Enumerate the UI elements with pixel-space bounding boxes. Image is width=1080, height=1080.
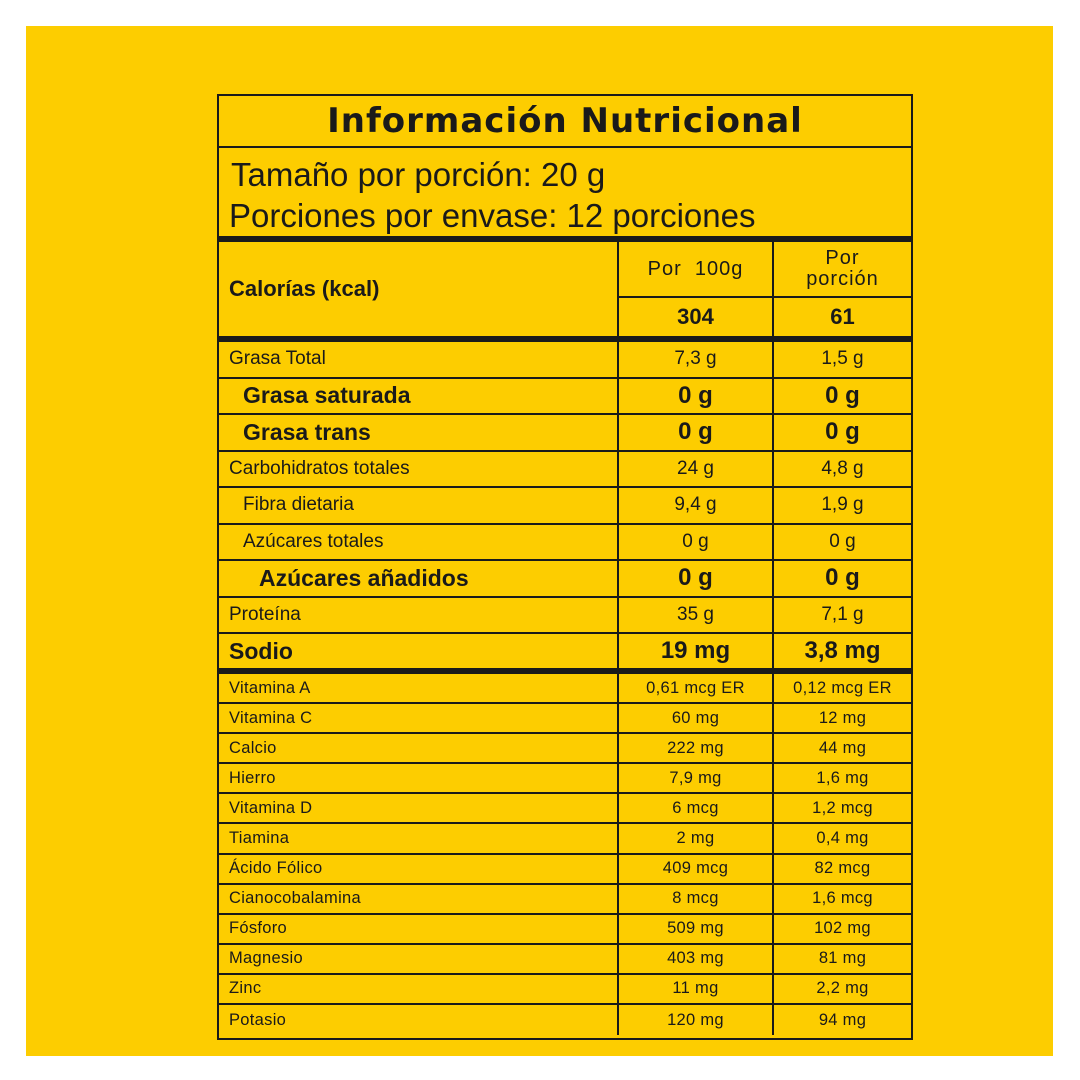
- vitamin-name: Calcio: [219, 734, 619, 762]
- nutrient-per-100g: 0 g: [619, 415, 774, 450]
- nutrient-name: Azúcares añadidos: [219, 561, 619, 596]
- nutrient-name: Grasa saturada: [219, 379, 619, 414]
- vitamin-per-100g: 6 mcg: [619, 794, 774, 822]
- per-100g-column: [619, 242, 774, 336]
- vitamin-per-100g: 11 mg: [619, 975, 774, 1003]
- nutrient-row: [219, 634, 911, 674]
- calories-per-100g: 304: [677, 304, 714, 329]
- nutrient-name: Fibra dietaria: [219, 488, 619, 523]
- vitamin-row: [219, 734, 911, 764]
- nutrient-row: [219, 561, 911, 598]
- background-panel: [26, 26, 1053, 1056]
- vitamin-row: [219, 915, 911, 945]
- vitamin-per-serving: 0,12 mcg ER: [793, 678, 892, 697]
- nutrient-per-serving: 4,8 g: [821, 457, 864, 479]
- nutrients-section: [219, 342, 911, 674]
- vitamin-name: Vitamina A: [219, 674, 619, 702]
- nutrient-name: Carbohidratos totales: [219, 452, 619, 487]
- nutrient-per-100g: 0 g: [619, 561, 774, 596]
- table-title: Información Nutricional: [219, 96, 911, 148]
- vitamin-per-100g: 8 mcg: [619, 885, 774, 913]
- per-100g-header: Por 100g: [619, 242, 772, 298]
- nutrient-per-serving: 0 g: [825, 381, 860, 409]
- vitamin-row: [219, 945, 911, 975]
- nutrient-per-100g: 9,4 g: [619, 488, 774, 523]
- nutrition-facts-table: [217, 94, 913, 1040]
- nutrient-row: [219, 342, 911, 379]
- vitamin-per-serving: 1,6 mg: [816, 768, 869, 787]
- vitamin-name: Cianocobalamina: [219, 885, 619, 913]
- serving-info: [219, 148, 911, 242]
- vitamin-row: [219, 764, 911, 794]
- nutrient-row: [219, 379, 911, 416]
- vitamin-per-serving: 94 mg: [818, 1010, 867, 1029]
- vitamin-name: Hierro: [219, 764, 619, 792]
- nutrient-per-100g: 0 g: [619, 525, 774, 560]
- vitamin-per-serving: 1,6 mcg: [812, 889, 873, 908]
- nutrient-row: [219, 598, 911, 635]
- nutrient-per-serving: 1,5 g: [821, 348, 864, 370]
- vitamin-per-serving: 82 mcg: [814, 859, 871, 878]
- vitamin-name: Zinc: [219, 975, 619, 1003]
- nutrient-per-100g: 0 g: [619, 379, 774, 414]
- vitamin-row: [219, 1005, 911, 1035]
- vitamin-per-serving: 2,2 mg: [816, 979, 869, 998]
- vitamin-per-serving: 44 mg: [818, 738, 867, 757]
- vitamin-row: [219, 704, 911, 734]
- nutrient-per-100g: 19 mg: [619, 634, 774, 668]
- per-serving-header-line2: porción: [806, 268, 879, 290]
- vitamin-name: Fósforo: [219, 915, 619, 943]
- serving-size: Tamaño por porción: 20 g: [231, 156, 606, 193]
- nutrient-name: Grasa trans: [219, 415, 619, 450]
- nutrient-name: Grasa Total: [219, 342, 619, 377]
- servings-per-container: Porciones por envase: 12 porciones: [229, 197, 756, 234]
- nutrient-per-100g: 24 g: [619, 452, 774, 487]
- nutrient-row: [219, 415, 911, 452]
- vitamin-row: [219, 855, 911, 885]
- vitamin-per-100g: 403 mg: [619, 945, 774, 973]
- vitamin-name: Vitamina D: [219, 794, 619, 822]
- calories-row: [219, 242, 911, 342]
- vitamin-row: [219, 794, 911, 824]
- vitamin-per-100g: 409 mcg: [619, 855, 774, 883]
- nutrient-row: [219, 452, 911, 489]
- vitamin-per-serving: 81 mg: [818, 949, 867, 968]
- nutrient-per-serving: 0 g: [829, 530, 856, 552]
- vitamin-row: [219, 674, 911, 704]
- calories-label: Calorías (kcal): [219, 242, 619, 336]
- vitamin-name: Ácido Fólico: [219, 855, 619, 883]
- nutrient-name: Sodio: [219, 634, 619, 668]
- per-serving-column: [774, 242, 911, 336]
- vitamin-per-serving: 0,4 mg: [816, 829, 869, 848]
- vitamin-name: Tiamina: [219, 824, 619, 852]
- vitamins-section: [219, 674, 911, 1035]
- vitamin-name: Potasio: [219, 1005, 619, 1035]
- vitamin-per-serving: 12 mg: [818, 708, 867, 727]
- vitamin-per-100g: 509 mg: [619, 915, 774, 943]
- vitamin-per-100g: 7,9 mg: [619, 764, 774, 792]
- nutrient-per-serving: 0 g: [825, 418, 860, 446]
- per-serving-header: [774, 242, 911, 298]
- nutrient-row: [219, 488, 911, 525]
- nutrient-per-serving: 3,8 mg: [804, 637, 881, 664]
- vitamin-per-100g: 60 mg: [619, 704, 774, 732]
- nutrient-per-100g: 7,3 g: [619, 342, 774, 377]
- vitamin-row: [219, 824, 911, 854]
- vitamin-per-100g: 0,61 mcg ER: [619, 674, 774, 702]
- nutrient-row: [219, 525, 911, 562]
- vitamin-per-100g: 120 mg: [619, 1005, 774, 1035]
- vitamin-name: Magnesio: [219, 945, 619, 973]
- nutrient-name: Proteína: [219, 598, 619, 633]
- nutrient-per-serving: 1,9 g: [821, 494, 864, 516]
- vitamin-name: Vitamina C: [219, 704, 619, 732]
- nutrient-per-100g: 35 g: [619, 598, 774, 633]
- vitamin-per-serving: 1,2 mcg: [812, 798, 873, 817]
- nutrient-per-serving: 0 g: [825, 564, 860, 592]
- vitamin-per-100g: 2 mg: [619, 824, 774, 852]
- vitamin-row: [219, 885, 911, 915]
- nutrient-per-serving: 7,1 g: [821, 603, 864, 625]
- per-serving-header-line1: Por: [825, 247, 860, 269]
- vitamin-per-100g: 222 mg: [619, 734, 774, 762]
- vitamin-row: [219, 975, 911, 1005]
- vitamin-per-serving: 102 mg: [814, 919, 871, 938]
- nutrient-name: Azúcares totales: [219, 525, 619, 560]
- calories-per-serving: 61: [830, 304, 855, 329]
